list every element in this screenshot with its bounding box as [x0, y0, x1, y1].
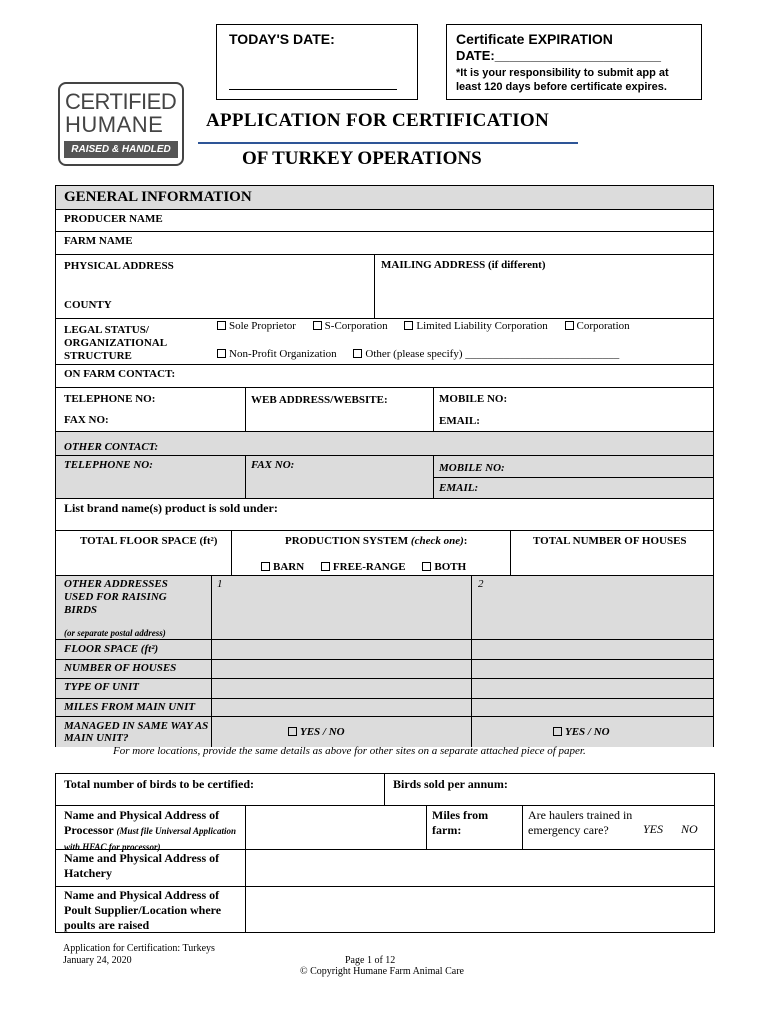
other-telephone-label[interactable]: TELEPHONE NO:: [64, 459, 153, 471]
sole-proprietor-checkbox[interactable]: Sole Proprietor: [217, 320, 296, 332]
managed-yes-no-2[interactable]: YES / NO: [553, 726, 610, 738]
todays-date-box: [216, 24, 418, 100]
total-birds-label[interactable]: Total number of birds to be certified:: [64, 777, 254, 791]
birds-sold-label[interactable]: Birds sold per annum:: [393, 777, 508, 791]
cert-exp-note: *It is your responsibility to submit app at least 120 days before certificate expires.: [456, 67, 669, 93]
title-rule: [198, 142, 578, 144]
miles-from-farm-label[interactable]: Miles from farm:: [432, 808, 489, 837]
county-label[interactable]: COUNTY: [64, 299, 112, 311]
todays-date-label: TODAY'S DATE:: [229, 31, 335, 47]
haulers-no-option[interactable]: NO: [681, 822, 698, 836]
production-options: [261, 561, 480, 573]
other-addresses-label: OTHER ADDRESSES USED FOR RAISING BIRDS: [64, 578, 168, 616]
logo-text-certified: CERTIFIED: [65, 89, 177, 114]
type-of-unit-row-label: TYPE OF UNIT: [64, 681, 139, 693]
processor-label[interactable]: Name and Physical Address of Processor (Must file Universal Application with HFAC for processor): [64, 808, 236, 852]
production-system-hint: (check one): [410, 535, 464, 547]
miles-from-main-row-label: MILES FROM MAIN UNIT: [64, 701, 196, 713]
legal-status-options-row2: [217, 348, 633, 360]
legal-status-label: LEGAL STATUS/ ORGANIZATIONAL STRUCTURE: [64, 324, 167, 362]
email-label[interactable]: EMAIL:: [439, 415, 480, 427]
cert-exp-label: Certificate EXPIRATION: [456, 31, 613, 47]
location-2-number: 2: [478, 578, 484, 590]
location-1-number: 1: [217, 578, 223, 590]
llc-checkbox[interactable]: Limited Liability Corporation: [404, 320, 547, 332]
more-locations-note: For more locations, provide the same details as above for other sites on a separate attached piece of paper.: [113, 745, 586, 757]
legal-status-options-row1: [217, 320, 644, 332]
mobile-label[interactable]: MOBILE NO:: [439, 393, 508, 405]
birds-table: [55, 773, 715, 933]
footer-copyright: © Copyright Humane Farm Animal Care: [300, 966, 464, 977]
production-system-label: PRODUCTION SYSTEM (check one):: [285, 535, 468, 547]
both-checkbox[interactable]: BOTH: [422, 561, 466, 573]
floor-space-row-label: FLOOR SPACE (ft²): [64, 643, 159, 655]
web-address-label[interactable]: WEB ADDRESS/WEBSITE:: [251, 394, 388, 406]
title-line-2: OF TURKEY OPERATIONS: [242, 148, 482, 169]
footer-page-number: Page 1 of 12: [345, 955, 396, 966]
general-info-header: [55, 185, 714, 209]
free-range-checkbox[interactable]: FREE-RANGE: [321, 561, 406, 573]
on-farm-contact-label[interactable]: ON FARM CONTACT:: [64, 368, 176, 380]
certified-humane-logo: [58, 82, 184, 166]
footer-date: January 24, 2020: [63, 955, 132, 966]
general-info-title: GENERAL INFORMATION: [64, 189, 252, 205]
s-corporation-checkbox[interactable]: S-Corporation: [313, 320, 388, 332]
other-contact-label[interactable]: OTHER CONTACT:: [64, 441, 159, 453]
production-system-text: PRODUCTION SYSTEM: [285, 535, 409, 547]
total-houses-label[interactable]: TOTAL NUMBER OF HOUSES: [533, 535, 687, 547]
fax-label[interactable]: FAX NO:: [64, 414, 109, 426]
non-profit-checkbox[interactable]: Non-Profit Organization: [217, 348, 337, 360]
managed-same-way-row-label: MANAGED IN SAME WAY AS MAIN UNIT?: [64, 720, 209, 744]
corporation-checkbox[interactable]: Corporation: [565, 320, 630, 332]
certificate-expiration-box: [446, 24, 702, 100]
other-fax-label[interactable]: FAX NO:: [251, 459, 295, 471]
barn-checkbox[interactable]: BARN: [261, 561, 304, 573]
physical-address-label[interactable]: PHYSICAL ADDRESS: [64, 260, 174, 272]
todays-date-line[interactable]: [229, 89, 397, 90]
general-info-table: [55, 209, 714, 747]
footer-doc-title: Application for Certification: Turkeys: [63, 943, 215, 954]
brand-names-label[interactable]: List brand name(s) product is sold under:: [64, 501, 278, 515]
logo-text-humane: HUMANE: [65, 112, 164, 137]
title-line-1: APPLICATION FOR CERTIFICATION: [206, 110, 550, 131]
haulers-yes-option[interactable]: YES: [643, 822, 664, 836]
hatchery-label[interactable]: Name and Physical Address of Hatchery: [64, 851, 220, 880]
telephone-label[interactable]: TELEPHONE NO:: [64, 393, 156, 405]
logo-banner: RAISED & HANDLED: [64, 141, 178, 158]
haulers-trained-question: Are haulers trained in emergency care?: [528, 808, 633, 837]
other-mobile-label[interactable]: MOBILE NO:: [439, 462, 505, 474]
poult-supplier-label[interactable]: Name and Physical Address of Poult Supplier/Location where poults are raised: [64, 888, 222, 932]
mailing-address-label[interactable]: MAILING ADDRESS (if different): [381, 259, 546, 271]
producer-name-label[interactable]: PRODUCER NAME: [64, 213, 163, 225]
separate-postal-label: (or separate postal address): [64, 628, 166, 638]
managed-yes-no-1[interactable]: YES / NO: [288, 726, 345, 738]
cert-exp-date[interactable]: DATE:_______________________: [456, 48, 662, 63]
farm-name-label[interactable]: FARM NAME: [64, 235, 133, 247]
floor-space-label[interactable]: TOTAL FLOOR SPACE (ft²): [80, 535, 218, 547]
other-email-label[interactable]: EMAIL:: [439, 482, 479, 494]
number-of-houses-row-label: NUMBER OF HOUSES: [64, 662, 177, 674]
other-status-checkbox[interactable]: Other (please specify) ____________________________: [353, 348, 619, 360]
